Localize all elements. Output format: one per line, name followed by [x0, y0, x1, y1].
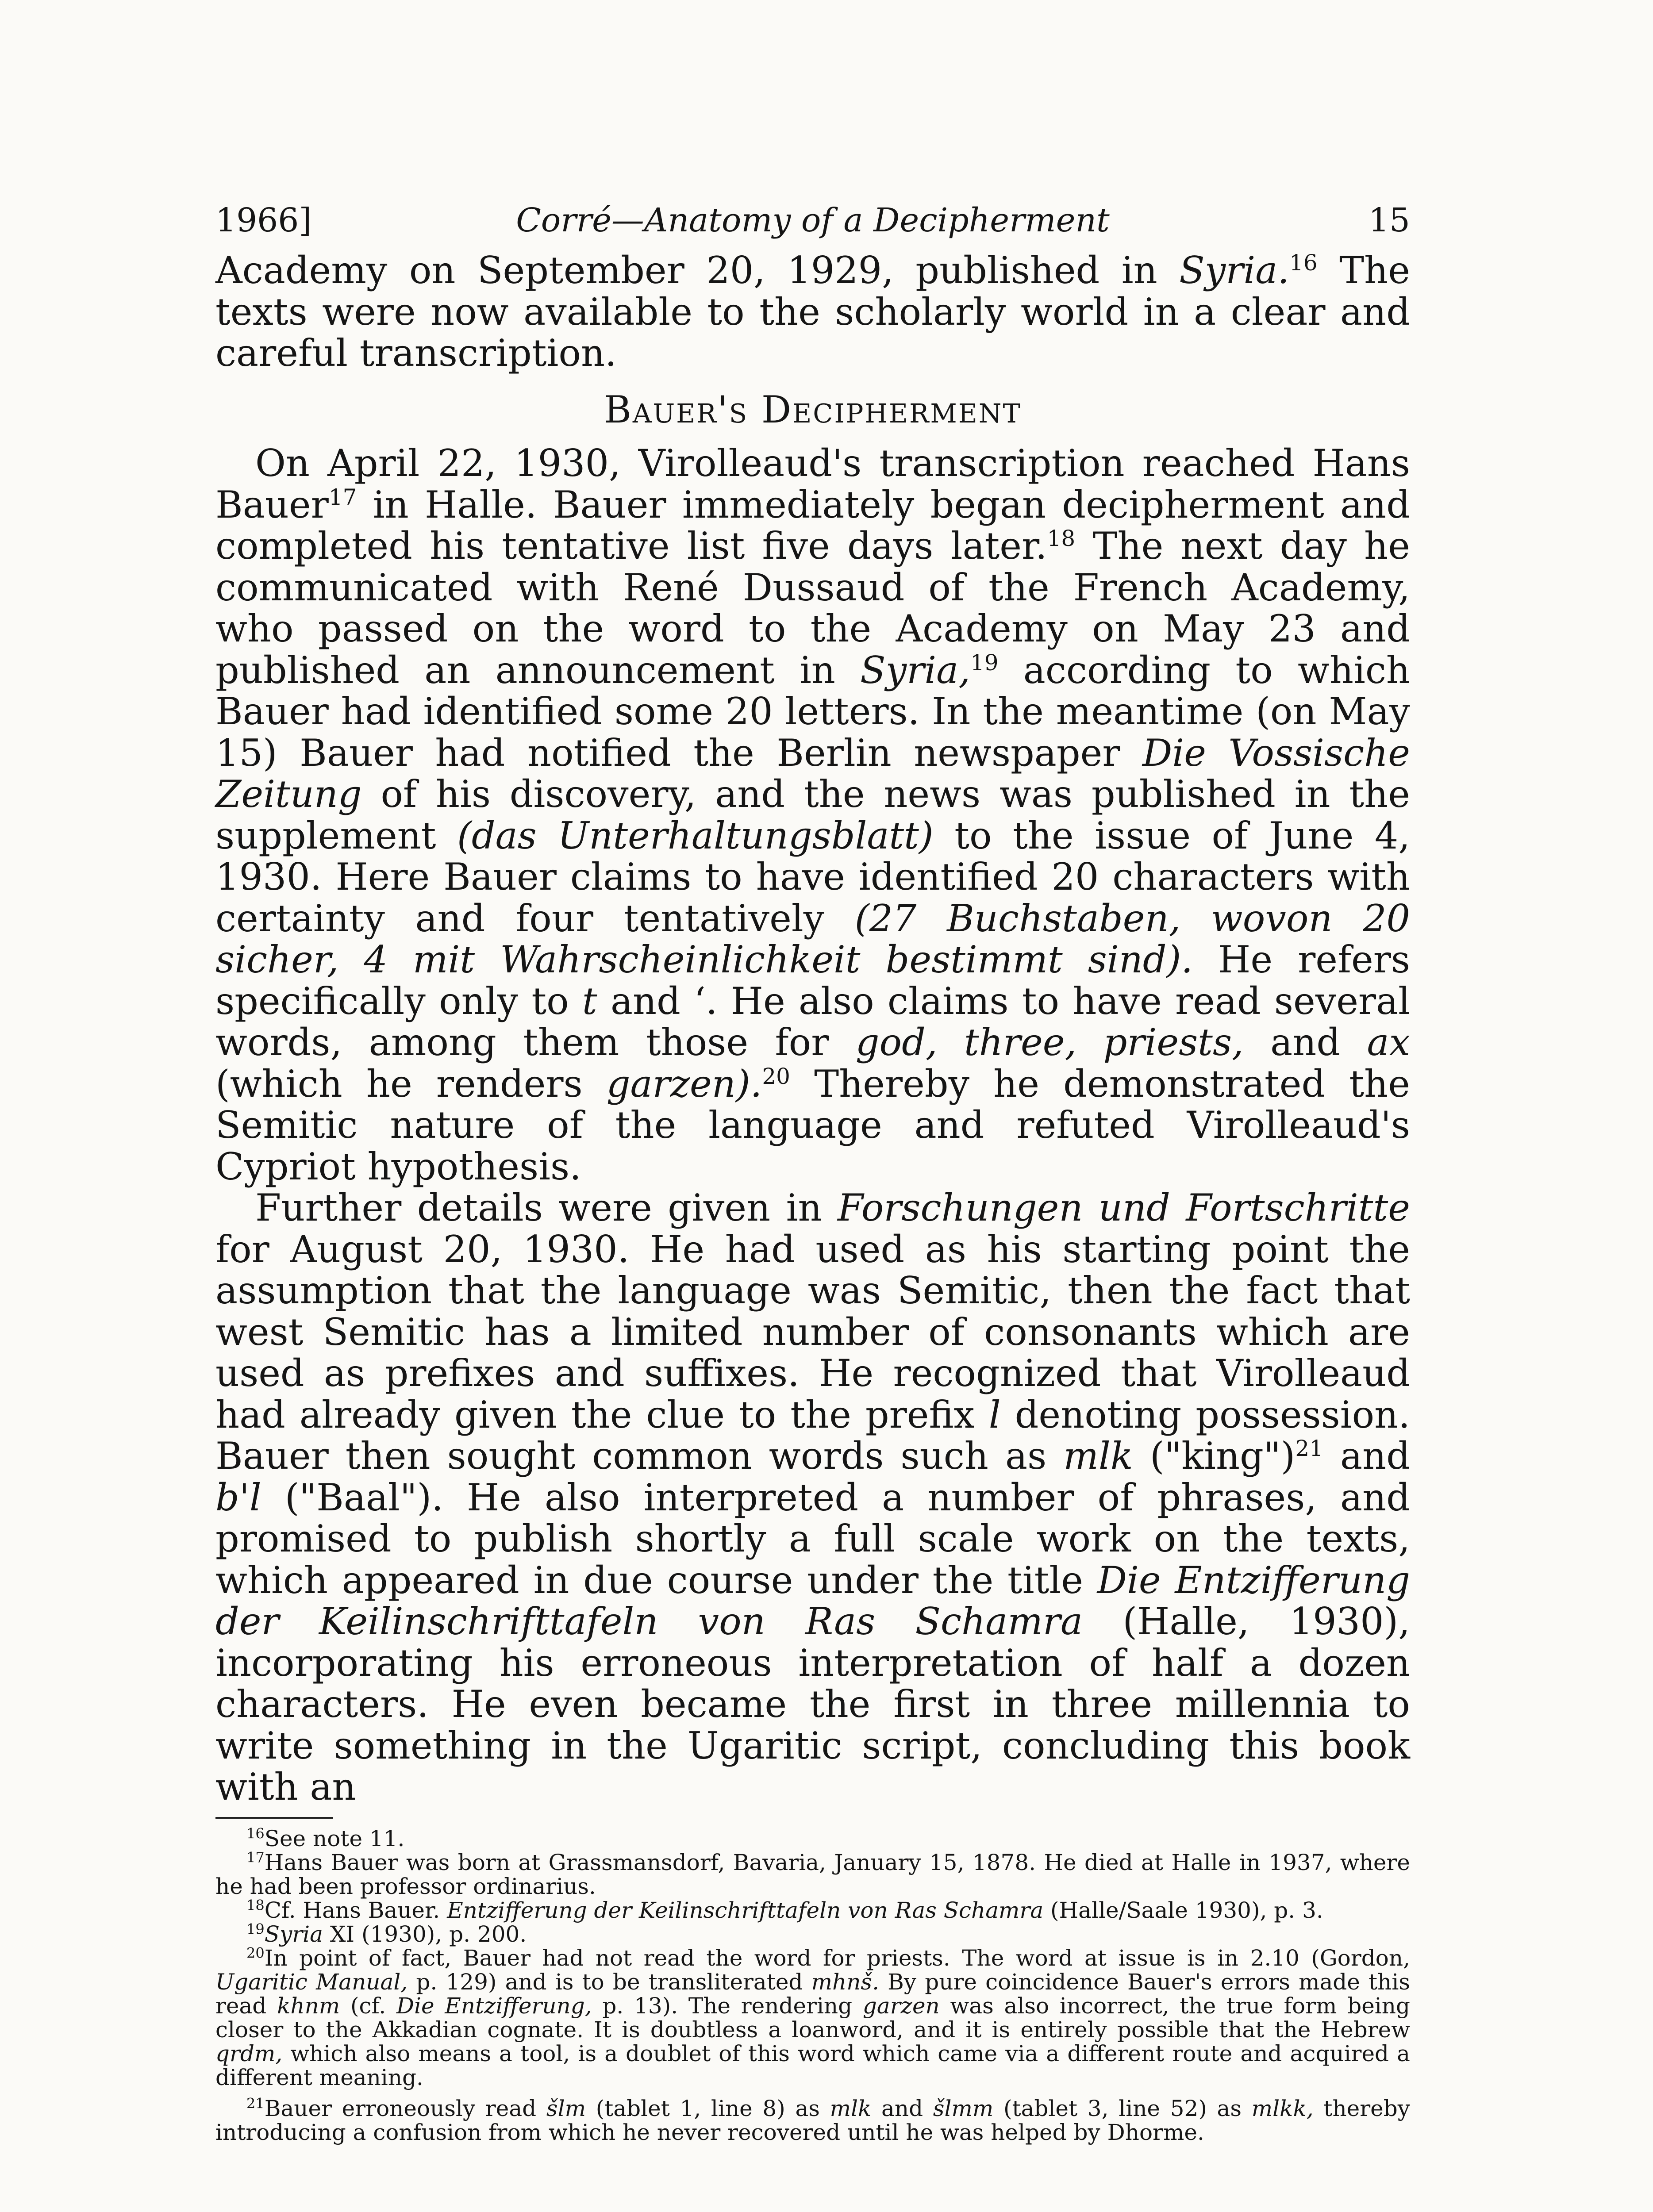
header-title: Corré—Anatomy of a Decipherment [516, 201, 1110, 239]
footnotes [215, 1824, 1411, 2145]
page [215, 201, 1410, 2144]
paragraph-1: Academy on September 20, 1929, published in Syria.$^{16}$ The texts were now available to the scholarly world in a clear and careful transcription. [215, 249, 1410, 375]
footnote-19: $^{19}$Syria XI (1930), p. 200. [246, 1920, 527, 1947]
footnote-ref-20[interactable]: 20 [762, 1063, 790, 1089]
footnote-17: $^{17}$Hans Bauer was born at Grassmansdorf, Bavaria, January 15, 1878. He died at Halle in 1937, where he had been professor ordinarius. [215, 1848, 1410, 1899]
footnote-ref-18[interactable]: 18 [1047, 526, 1076, 551]
footnote-ref-17[interactable]: 17 [328, 484, 357, 510]
footnote-16: $^{16}$See note 11. [246, 1824, 405, 1851]
section-heading: Bauer's Decipherment [604, 388, 1022, 431]
footnote-21: $^{21}$Bauer erroneously read šlm (tablet 1, line 8) as mlk and šlmm (tablet 3, line 52) as mlkk, thereby introducing a confusion from which he never recovered until he was helped by Dhorme. [215, 2094, 1411, 2145]
main-text [215, 250, 1410, 1808]
running-header [215, 201, 1410, 250]
paragraph-3: Further details were given in Forschungen und Fortschritte for August 20, 1930. He had used as his starting point the assumption that the language was Semitic, then the fact that west Semitic has a limited number of consonants which are used as prefixes and suffixes. He recognized that Virolleaud had already given the clue to the prefix l denoting possession. Bauer then sought common words such as mlk ("king")$^{21}$ and b'l ("Baal"). He also interpreted a number of phrases, and promised to publish shortly a full scale work on the texts, which appeared in due course under the title Die Entzifferung der Keilinschrifttafeln von Ras Schamra (Halle, 1930), incorporating his erroneous interpretation of half a dozen characters. He even became the first in three millennia to write something in the Ugaritic script, concluding this book with an [215, 1186, 1411, 1809]
footnote-ref-16[interactable]: 16 [1289, 250, 1318, 276]
footnote-ref-21[interactable]: 21 [1295, 1436, 1323, 1461]
footnote-separator [215, 1817, 333, 1819]
footnote-20: $^{20}$In point of fact, Bauer had not read the word for priests. The word at issue is in 2.10 (Gordon, Ugaritic Manual, p. 129) and is to be transliterated mhnš. By pure coincidence Bauer's errors made this read khnm (cf. Die Entzifferung, p. 13). The rendering garzen was also incorrect, the true form being closer to the Akkadian cognate. It is doubtless a loanword, and it is entirely possible that the Hebrew qrdm, which also means a tool, is a doublet of this word which came via a different route and acquired a different meaning. [215, 1944, 1411, 2090]
footnote-18: $^{18}$Cf. Hans Bauer. Entzifferung der Keilinschrifttafeln von Ras Schamra (Halle/Saale 1930), p. 3. [246, 1896, 1323, 1923]
page-number: 15 [1368, 201, 1410, 239]
header-year: 1966] [215, 201, 312, 239]
footnote-ref-19[interactable]: 19 [970, 649, 999, 676]
paragraph-2: On April 22, 1930, Virolleaud's transcription reached Hans Bauer$^{17}$ in Halle. Bauer immediately began decipherment and completed his tentative list five days later.$^{18}$ The next day he communicated with René Dussaud of the French Academy, who passed on the word to the Academy on May 23 and published an announcement in Syria,$^{19}$ according to which Bauer had identified some 20 letters. In the meantime (on May 15) Bauer had notified the Berlin newspaper Die Vossische Zeitung of his discovery, and the news was published in the supplement (das Unterhaltungsblatt) to the issue of June 4, 1930. Here Bauer claims to have identified 20 characters with certainty and four tentatively (27 Buchstaben, wovon 20 sicher, 4 mit Wahrscheinlichkeit bestimmt sind). He refers specifically only to t and ‘. He also claims to have read several words, among them those for god, three, priests, and ax (which he renders garzen).$^{20}$ Thereby he demonstrated the Semitic nature of the language and refuted Virolleaud's Cypriot hypothesis. [215, 442, 1411, 1188]
